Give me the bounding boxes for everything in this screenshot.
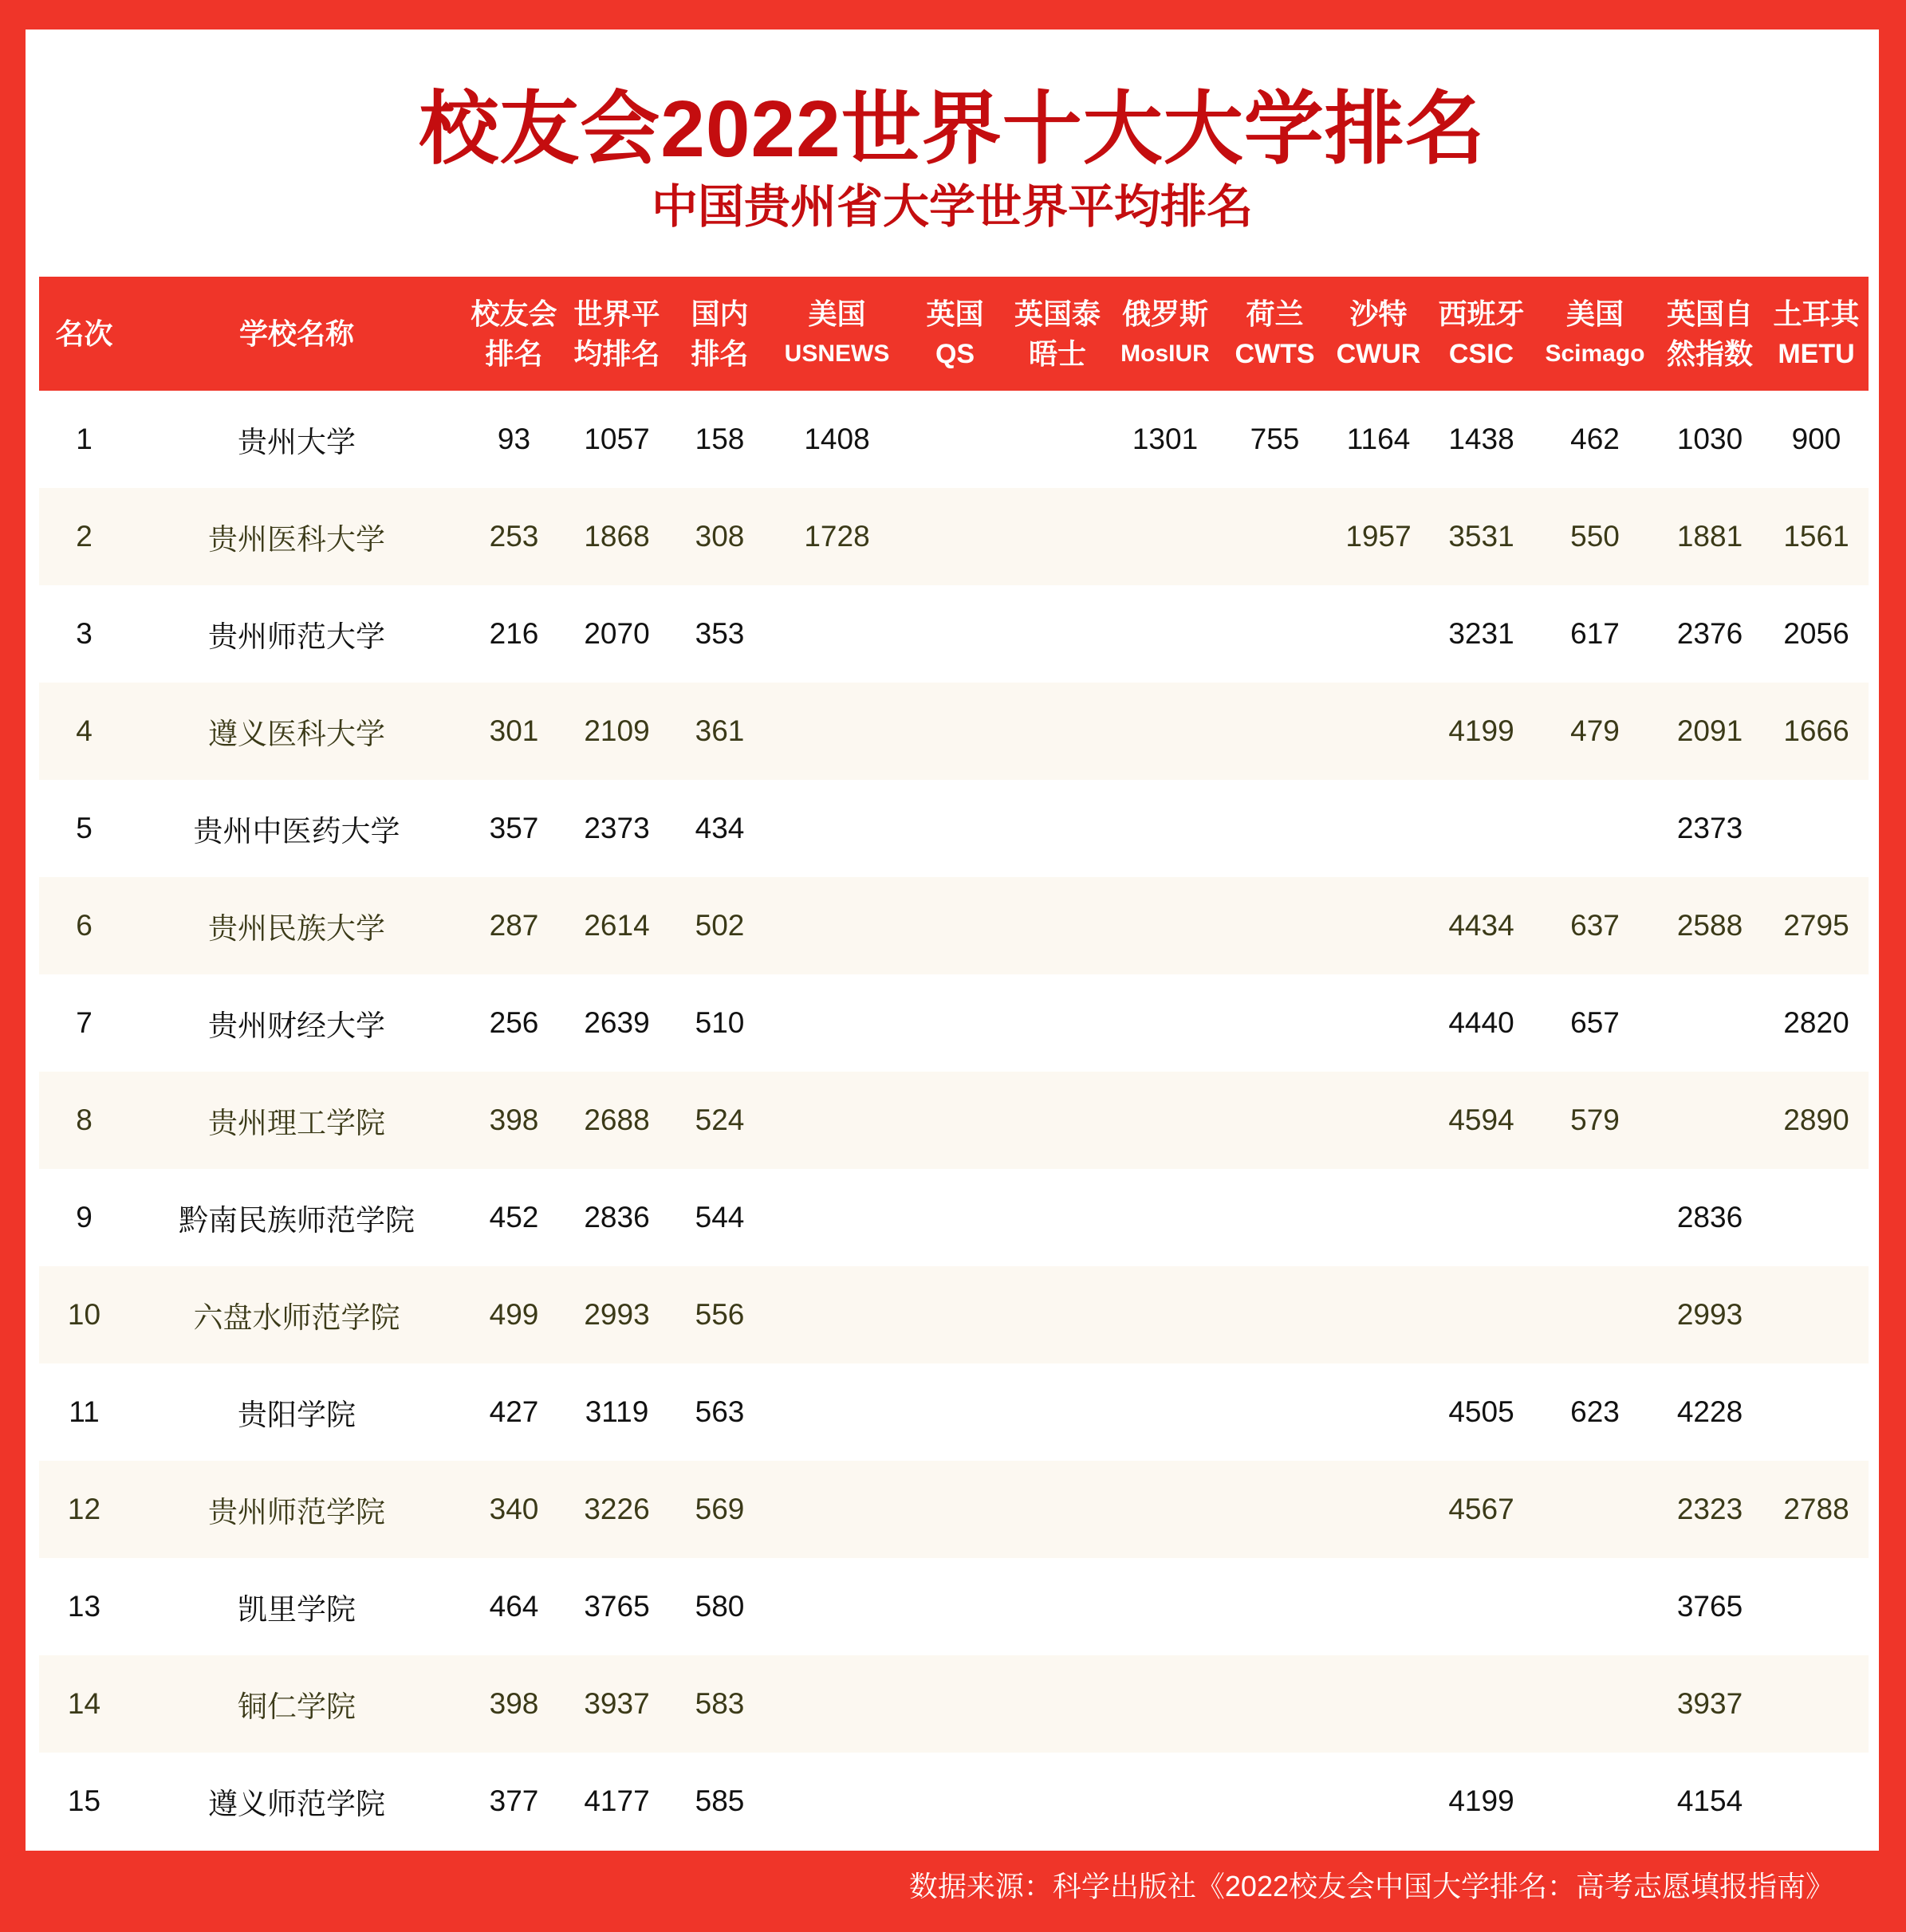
table-cell: 2795 <box>1783 909 1849 942</box>
table-row <box>39 391 1869 488</box>
table-row <box>39 1266 1869 1363</box>
table-row <box>39 780 1869 877</box>
table-cell: 1728 <box>804 520 870 553</box>
table-cell: 3765 <box>1676 1590 1743 1623</box>
table-cell: 256 <box>489 1006 539 1039</box>
table-body <box>39 391 1869 1850</box>
school-name-cell: 贵阳学院 <box>238 1399 356 1431</box>
table-cell: 1164 <box>1346 423 1411 455</box>
table-row <box>39 488 1869 585</box>
table-row <box>39 1753 1869 1850</box>
table-cell: 900 <box>1791 423 1841 455</box>
column-header-line1: 西班牙 <box>1438 297 1525 330</box>
table-cell: 2070 <box>584 617 650 650</box>
table-cell: 3119 <box>585 1395 649 1428</box>
table-cell: 583 <box>695 1687 745 1720</box>
table-cell: 4594 <box>1448 1104 1514 1136</box>
table-cell: 2091 <box>1676 714 1743 747</box>
column-header <box>1656 277 1764 391</box>
table-cell: 2109 <box>584 714 650 747</box>
table-cell: 1881 <box>1676 520 1743 553</box>
table-cell: 462 <box>1570 423 1620 455</box>
column-header-line1: 世界平 <box>573 297 660 330</box>
table-cell: 510 <box>695 1006 745 1039</box>
table-cell: 1561 <box>1783 520 1849 553</box>
table-cell: 4434 <box>1448 909 1514 942</box>
column-header <box>1428 277 1534 391</box>
school-name-cell: 贵州大学 <box>238 426 356 458</box>
table-cell: 2836 <box>584 1201 650 1234</box>
school-name-cell: 贵州师范学院 <box>208 1496 385 1529</box>
rank-cell: 7 <box>76 1006 93 1039</box>
table-cell: 93 <box>497 423 531 455</box>
table-cell: 2836 <box>1676 1201 1743 1234</box>
table-row <box>39 683 1869 780</box>
rank-cell: 13 <box>67 1590 101 1623</box>
table-cell: 398 <box>489 1104 539 1136</box>
table-cell: 434 <box>695 812 745 844</box>
school-name-cell: 贵州医科大学 <box>208 523 385 556</box>
column-header <box>1109 277 1221 391</box>
table-cell: 569 <box>695 1493 745 1525</box>
column-header-line1: 学校名称 <box>238 317 354 350</box>
table-cell: 2376 <box>1676 617 1743 650</box>
school-name-cell: 贵州民族大学 <box>208 912 385 945</box>
column-header-line2: CWTS <box>1235 338 1315 369</box>
column-header-line1: 名次 <box>55 317 113 350</box>
table-cell: 1408 <box>804 423 870 455</box>
table-cell: 2373 <box>1676 812 1743 844</box>
table-header <box>39 277 1869 391</box>
table-cell: 1666 <box>1783 714 1849 747</box>
table-cell: 2820 <box>1783 1006 1849 1039</box>
table-cell: 357 <box>489 812 539 844</box>
column-header-line2: METU <box>1778 338 1855 369</box>
table-cell: 1438 <box>1448 423 1514 455</box>
column-header-line1: 国内 <box>691 297 749 330</box>
column-header-line2: USNEWS <box>784 340 890 367</box>
rank-cell: 5 <box>76 812 93 844</box>
table-cell: 1030 <box>1676 423 1743 455</box>
column-header-line1: 荷兰 <box>1246 297 1304 330</box>
rank-cell: 14 <box>67 1687 101 1720</box>
table-cell: 377 <box>489 1784 539 1817</box>
rank-cell: 9 <box>76 1201 93 1234</box>
column-header-line1: 俄罗斯 <box>1121 297 1208 330</box>
table-cell: 398 <box>489 1687 539 1720</box>
column-header <box>1329 277 1428 391</box>
table-cell: 2890 <box>1783 1104 1849 1136</box>
column-header-line1: 校友会 <box>471 297 557 330</box>
table-cell: 2788 <box>1783 1493 1849 1525</box>
table-cell: 301 <box>489 714 539 747</box>
table-cell: 353 <box>695 617 745 650</box>
column-header <box>464 277 564 391</box>
column-header <box>1006 277 1109 391</box>
table-cell: 3937 <box>584 1687 650 1720</box>
source-note: 数据来源：科学出版社《2022校友会中国大学排名：高考志愿填报指南》 <box>908 1870 1834 1902</box>
page-title: 校友会2022世界十大大学排名 <box>419 85 1486 174</box>
table-cell: 2323 <box>1676 1493 1743 1525</box>
table-cell: 3531 <box>1448 520 1514 553</box>
rank-cell: 1 <box>76 423 93 455</box>
table-row <box>39 1363 1869 1461</box>
table-cell: 4199 <box>1448 714 1514 747</box>
column-header <box>904 277 1006 391</box>
school-name-cell: 贵州理工学院 <box>208 1107 385 1139</box>
column-header <box>564 277 670 391</box>
table-cell: 464 <box>489 1590 539 1623</box>
table-cell: 4567 <box>1448 1493 1514 1525</box>
column-header <box>1764 277 1869 391</box>
school-name-cell: 贵州师范大学 <box>208 620 385 653</box>
table-cell: 361 <box>695 714 745 747</box>
table-row <box>39 1655 1869 1753</box>
table-cell: 2614 <box>584 909 650 942</box>
column-header-line1: 英国自 <box>1666 297 1753 330</box>
column-header-line2: MosIUR <box>1120 340 1210 367</box>
table-row <box>39 974 1869 1072</box>
column-header-line2: Scimago <box>1545 340 1645 367</box>
table-cell: 1301 <box>1132 423 1199 455</box>
table-cell: 2688 <box>584 1104 650 1136</box>
table-cell: 623 <box>1570 1395 1620 1428</box>
table-cell: 502 <box>695 909 745 942</box>
table-cell: 452 <box>489 1201 539 1234</box>
table-cell: 308 <box>695 520 745 553</box>
table-row <box>39 1072 1869 1169</box>
table-cell: 1057 <box>584 423 650 455</box>
table-cell: 3937 <box>1676 1687 1743 1720</box>
rank-cell: 2 <box>76 520 93 553</box>
column-header-line2: CWUR <box>1336 338 1421 369</box>
column-header-line1: 美国 <box>808 297 866 330</box>
column-header <box>670 277 770 391</box>
table-cell: 657 <box>1570 1006 1620 1039</box>
table-cell: 585 <box>695 1784 745 1817</box>
rank-cell: 10 <box>67 1298 101 1331</box>
table-row <box>39 877 1869 974</box>
table-row <box>39 1461 1869 1558</box>
school-name-cell: 凯里学院 <box>238 1593 356 1626</box>
school-name-cell: 黔南民族师范学院 <box>179 1204 415 1237</box>
table-cell: 2993 <box>584 1298 650 1331</box>
school-name-cell: 遵义医科大学 <box>208 718 385 750</box>
table-cell: 579 <box>1570 1104 1620 1136</box>
table-cell: 158 <box>695 423 745 455</box>
school-name-cell: 六盘水师范学院 <box>193 1301 400 1334</box>
table-cell: 3226 <box>584 1493 650 1525</box>
ranking-table <box>39 277 1869 1850</box>
rank-cell: 4 <box>76 714 93 747</box>
table-cell: 2056 <box>1783 617 1849 650</box>
school-name-cell: 贵州中医药大学 <box>193 815 400 848</box>
table-cell: 253 <box>489 520 539 553</box>
column-header-line1: 英国 <box>926 297 984 330</box>
rank-cell: 11 <box>69 1395 100 1428</box>
school-name-cell: 铜仁学院 <box>238 1690 356 1723</box>
table-cell: 556 <box>695 1298 745 1331</box>
table-cell: 2373 <box>584 812 650 844</box>
rank-cell: 6 <box>76 909 93 942</box>
table-cell: 479 <box>1570 714 1620 747</box>
table-cell: 550 <box>1570 520 1620 553</box>
column-header-line2: 晤士 <box>1028 336 1086 370</box>
table-cell: 4228 <box>1676 1395 1743 1428</box>
column-header-line2: CSIC <box>1448 338 1514 369</box>
table-cell: 2993 <box>1676 1298 1743 1331</box>
table-cell: 755 <box>1250 423 1300 455</box>
table-cell: 524 <box>695 1104 745 1136</box>
column-header <box>129 277 464 391</box>
rank-cell: 8 <box>76 1104 93 1136</box>
column-header <box>1534 277 1656 391</box>
column-header-line2: 然指数 <box>1666 336 1753 370</box>
column-header-line1: 英国泰 <box>1014 297 1101 330</box>
table-row <box>39 585 1869 683</box>
content-panel <box>26 30 1879 1851</box>
column-header-line1: 美国 <box>1565 297 1624 330</box>
table-cell: 580 <box>695 1590 745 1623</box>
column-header-line2: QS <box>935 338 975 369</box>
column-header <box>770 277 904 391</box>
table-cell: 1868 <box>584 520 650 553</box>
rank-cell: 12 <box>67 1493 101 1525</box>
column-header-line2: 均排名 <box>573 336 660 370</box>
table-row <box>39 1558 1869 1655</box>
table-cell: 287 <box>489 909 539 942</box>
rank-cell: 15 <box>67 1784 101 1817</box>
column-header <box>1221 277 1329 391</box>
table-cell: 4177 <box>584 1784 650 1817</box>
school-name-cell: 贵州财经大学 <box>208 1009 385 1042</box>
table-cell: 1957 <box>1345 520 1412 553</box>
rank-cell: 3 <box>76 617 93 650</box>
table-cell: 2588 <box>1676 909 1743 942</box>
table-cell: 3765 <box>584 1590 650 1623</box>
table-cell: 4440 <box>1448 1006 1514 1039</box>
column-header-line2: 排名 <box>691 336 749 370</box>
table-cell: 499 <box>489 1298 539 1331</box>
column-header <box>39 277 129 391</box>
page-subtitle: 中国贵州省大学世界平均排名 <box>651 181 1253 233</box>
table-cell: 4199 <box>1448 1784 1514 1817</box>
table-cell: 4154 <box>1676 1784 1743 1817</box>
school-name-cell: 遵义师范学院 <box>208 1788 385 1820</box>
table-row <box>39 1169 1869 1266</box>
table-cell: 563 <box>695 1395 745 1428</box>
column-header-line2: 排名 <box>485 336 543 370</box>
table-cell: 3231 <box>1448 617 1514 650</box>
table-cell: 637 <box>1570 909 1620 942</box>
column-header-line1: 土耳其 <box>1773 297 1860 330</box>
table-cell: 544 <box>695 1201 745 1234</box>
table-cell: 617 <box>1570 617 1620 650</box>
table-cell: 216 <box>489 617 539 650</box>
table-cell: 2639 <box>584 1006 650 1039</box>
table-cell: 427 <box>489 1395 539 1428</box>
table-cell: 4505 <box>1448 1395 1514 1428</box>
column-header-line1: 沙特 <box>1349 297 1408 330</box>
table-cell: 340 <box>489 1493 539 1525</box>
